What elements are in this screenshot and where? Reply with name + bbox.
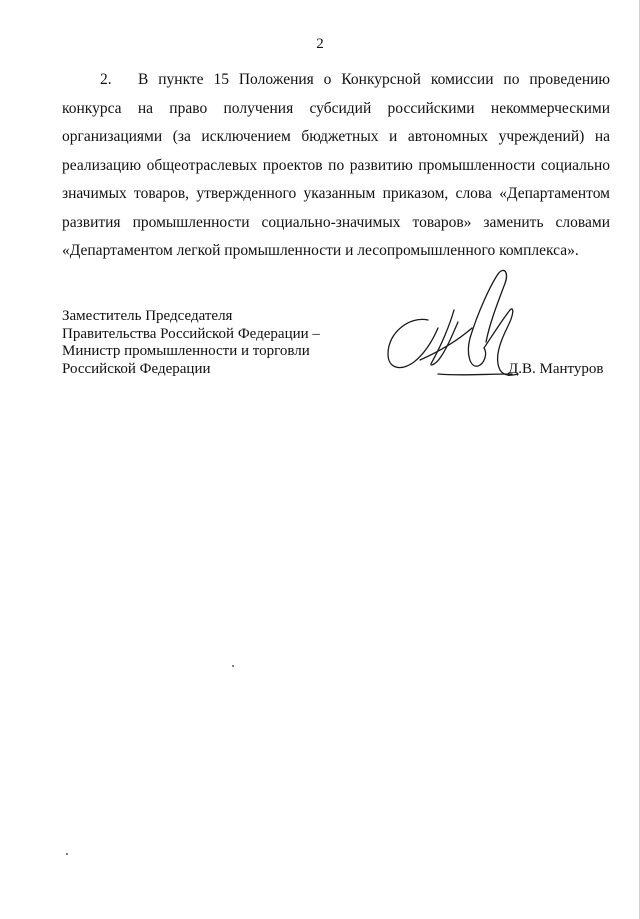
position-line-3: Министр промышленности и торговли [62, 343, 310, 359]
item-number: 2. [100, 71, 112, 88]
signatory-position [62, 308, 320, 378]
page-number: 2 [316, 36, 324, 52]
scan-speck [232, 665, 234, 667]
paragraph-item-2 [62, 66, 610, 266]
position-line-4: Российской Федерации [62, 360, 211, 377]
signer-name: Д.В. Мантуров [508, 361, 604, 377]
position-line-1: Заместитель Председателя [62, 308, 233, 324]
paragraph-text: В пункте 15 Положения о Конкурсной комиссии по проведению конкурса на право получения субсидий российскими некоммерческими организациями (за исключением бюджетных и автономных учреждений) на реализацию общеотраслевых проектов по развитию промышленности социально значимых товаров, утвержденного указанным приказом, слова «Департаментом развития промышленности социально-значимых товаров» заменить словами «Департаментом легкой промышленности и лесопромышленного комплекса». [62, 71, 610, 259]
scan-speck [66, 853, 68, 855]
position-line-2: Правительства Российской Федерации – [62, 325, 320, 342]
document-body [62, 66, 610, 266]
